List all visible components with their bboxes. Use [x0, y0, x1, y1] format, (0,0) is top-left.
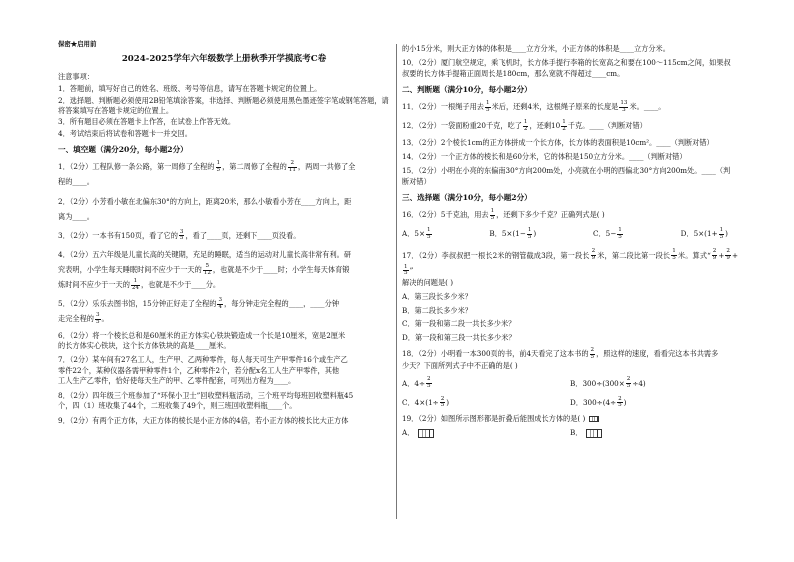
question-17-option-c[interactable]: C．第一段和第二段一共长多少米？ — [402, 319, 516, 329]
fraction: $\frac{1}{24}$ — [131, 278, 140, 291]
option-d[interactable]: D．300÷(4÷ $\frac{2}{5}$ ) — [570, 395, 627, 409]
right-column — [402, 44, 738, 443]
question-9-end: 的小15分米，则大正方体的体积是____立方分米，小正方体的体积是____立方分米。 — [402, 44, 670, 53]
notice-item: 4．考试结束后将试卷和答题卡一并交回。 — [58, 128, 192, 138]
question-17-option-a[interactable]: A．第三段长多少米？ — [402, 292, 472, 302]
fraction: $\frac{2}{9}$ — [591, 248, 596, 262]
cuboid-net-icon — [586, 429, 602, 438]
notice-heading: 注意事项： — [58, 71, 94, 81]
fraction: $\frac{2}{11}$ — [288, 160, 296, 173]
question-17-option-d[interactable]: D．第一段和第三段一共长多少米？ — [402, 332, 516, 342]
question-5: 5．（2分）乐乐去图书馆，15分钟正好走了全程的 $\frac{3}{4}$ ，每分钟走完全程的____，____分钟 走完全程的 $\frac{3}{5}$ 。 — [58, 297, 340, 325]
question-2: 2．（2分）小芳看小敏在北偏东30°的方向上，距离20米，那么小敏看小芳在____方向上，距 离为____。 — [58, 196, 352, 221]
option-a[interactable]: A． — [402, 428, 570, 438]
question-14: 14．（2分）一个正方体的棱长和是60分米，它的体积是150立方分米。____（判断对错） — [402, 152, 687, 161]
question-19-options — [402, 428, 738, 438]
net-figure-icon — [589, 416, 599, 422]
section-choice-heading: 三、选择题（满分10分，每小题2分） — [402, 193, 532, 203]
question-18-options-row1 — [402, 376, 738, 391]
option-a[interactable]: A．5× $\frac{1}{5}$ — [402, 227, 431, 240]
fraction: $\frac{1}{5}$ — [490, 208, 495, 221]
question-12: 12．（2分）一袋面粉重20千克，吃了 $\frac{1}{2}$ ，还剩10 $\frac{1}{2}$ 千克。____（判断对错） — [402, 119, 647, 132]
option-a[interactable]: A．4÷ $\frac{2}{5}$ — [402, 376, 431, 390]
fraction: $\frac{3}{4}$ — [218, 297, 223, 310]
fraction: $\frac{2}{9}$ — [712, 248, 717, 262]
fraction: $\frac{1}{2}$ — [562, 119, 566, 132]
question-4: 4．（2分）五六年级是儿童长高的关键期，充足的睡眠，适当的运动对儿童长高非常有利。研 究表明，小学生每天睡眠时间不应少于一天的 $\frac{5}{12}$ ，也就是不少于____时；小学生每天体育锻 炼时间不应少于一天的 $\frac{1}{24}$ ，也就是不少于____分。 — [58, 249, 352, 291]
option-b[interactable]: B． — [570, 428, 738, 438]
option-c[interactable]: C．4×(1÷ $\frac{2}{5}$ ) — [402, 395, 450, 409]
fraction: $\frac{1}{2}$ — [523, 119, 528, 132]
fraction: $\frac{13}{3}$ — [620, 100, 628, 113]
fraction: $\frac{1}{5}$ — [486, 100, 490, 113]
option-b[interactable]: B．5×(1− $\frac{1}{5}$ ) — [489, 227, 537, 240]
fraction: $\frac{1}{5}$ — [404, 263, 408, 277]
option-d[interactable]: D．5×(1+ $\frac{1}{5}$ ) — [680, 227, 728, 240]
question-10: 10．（2分）厦门航空规定，乘飞机时，长方体手提行李箱的长宽高之和要在100～115cm之间，如果叔 叔要的长方体手提箱正面周长是180cm，那么宽就不得超过____cm。 — [402, 58, 731, 78]
question-3: 3．（2分）一本书有150页，看了它的 $\frac{3}{5}$ ，看了____页，还剩下____页没看。 — [58, 228, 301, 242]
fraction: $\frac{5}{12}$ — [203, 263, 211, 276]
section-judge-heading: 二、判断题（满分10分，每小题2分） — [402, 85, 532, 95]
question-19: 19．（2分）如图所示图形都是折叠后能围成长方体的是( ) — [402, 414, 738, 424]
column-divider — [396, 44, 397, 519]
fraction: $\frac{3}{5}$ — [179, 228, 184, 242]
fraction: $\frac{3}{5}$ — [95, 312, 100, 325]
question-9-start: 9．（2分）有两个正方体，大正方体的棱长是小正方体的4倍，若小正方体的棱长比大正方体 — [58, 415, 349, 425]
fraction: $\frac{2}{5}$ — [590, 346, 595, 360]
section-fill-heading: 一、填空题（满分20分，每小题2分） — [58, 145, 188, 155]
secret-mark: 保密★启用前 — [58, 40, 97, 48]
question-17: 17．（2分）李叔叔把一根长2米的钢管截成3段，第一段长 $\frac{2}{9}$ 米，第二段比第一段长 $\frac{1}{5}$ 米。算式“ $\frac{2}{9}$ + $\frac{2}{9}$ + $\frac{1}{5}$ ” 解决的问题是( ) — [402, 248, 738, 287]
option-c[interactable]: C．5− $\frac{1}{5}$ — [592, 227, 622, 240]
question-1: 1．（2分）工程队修一条公路，第一周修了全程的 $\frac{1}{5}$ ，第二周修了全程的 $\frac{2}{11}$ ，两周一共修了全 程的____。 — [58, 160, 356, 187]
fraction: $\frac{1}{5}$ — [216, 160, 221, 173]
notice-item: 2．选择题、判断题必须使用2B铅笔填涂答案，非选择、判断题必须使用黑色墨迹签字笔或钢笔答题，请将答案填写在答题卡规定的位置上。 — [58, 95, 389, 116]
question-6: 6．（2分）将一个棱长总和是60厘米的正方体实心铁块锻造成一个长是10厘米，宽是2厘米 的长方体实心铁块，这个长方体铁块的高是____厘米。 — [58, 330, 346, 351]
fraction: $\frac{1}{5}$ — [672, 248, 676, 262]
question-16-options — [402, 226, 738, 241]
question-16: 16．（2分）5千克油，用去 $\frac{1}{5}$ ，还剩下多少千克？正确列式是( ) — [402, 208, 605, 221]
question-17-option-b[interactable]: B．第二段长多少米？ — [402, 305, 472, 315]
question-18: 18．（2分）小明看一本300页的书，前4天看完了这本书的 $\frac{2}{5}$ ，照这样的速度，看看完这本书共需多 少天？下面所列式子中不正确的是( ) — [402, 346, 719, 371]
cuboid-net-icon — [418, 429, 434, 438]
question-8: 8．（2分）四年级三个班参加了“环保小卫士”回收塑料瓶活动，三个班平均每班回收塑料瓶45 个，四（1）班收集了44个，二班收集了49个，则三班回收塑料瓶____个。 — [58, 390, 354, 411]
question-11: 11．（2分）一根绳子用去 $\frac{1}{5}$ 米后，还剩4米，这根绳子原来的长度是 $\frac{13}{3}$ 米。____。 — [402, 100, 666, 113]
exam-title: 2024-2025学年六年级数学上册秋季开学摸底考C卷 — [121, 54, 327, 65]
question-15: 15．（2分）小明在小亮的东偏南30°方向200m处，小亮就在小明的西偏北30°方向200m处。____（判 断对错） — [402, 166, 731, 186]
question-7: 7．（2分）某车间有27名工人，生产甲、乙两种零件，每人每天可生产甲零件16个或生产乙 零件22个，某种仪器各需甲种零件1个，乙种零件2个，若分配x名工人生产甲零件，其他 工人生产乙零件，恰好使每天生产的甲、乙零件配套，可列出方程为____。 — [58, 355, 348, 386]
question-18-options-row2 — [402, 395, 738, 410]
question-13: 13．（2分）2个棱长1cm的正方体拼成一个长方体，长方体的表面积是10cm²。____（判断对错） — [402, 137, 714, 147]
notice-item: 3．所有题目必须在答题卡上作答，在试卷上作答无效。 — [58, 117, 236, 127]
fraction: $\frac{2}{9}$ — [726, 248, 730, 262]
notice-item: 1．答题前，填写好自己的姓名、班级、考号等信息，请写在答题卡规定的位置上。 — [58, 84, 322, 94]
left-column — [58, 40, 390, 430]
option-b[interactable]: B．300÷(300× $\frac{2}{5}$ ÷4) — [570, 376, 646, 390]
